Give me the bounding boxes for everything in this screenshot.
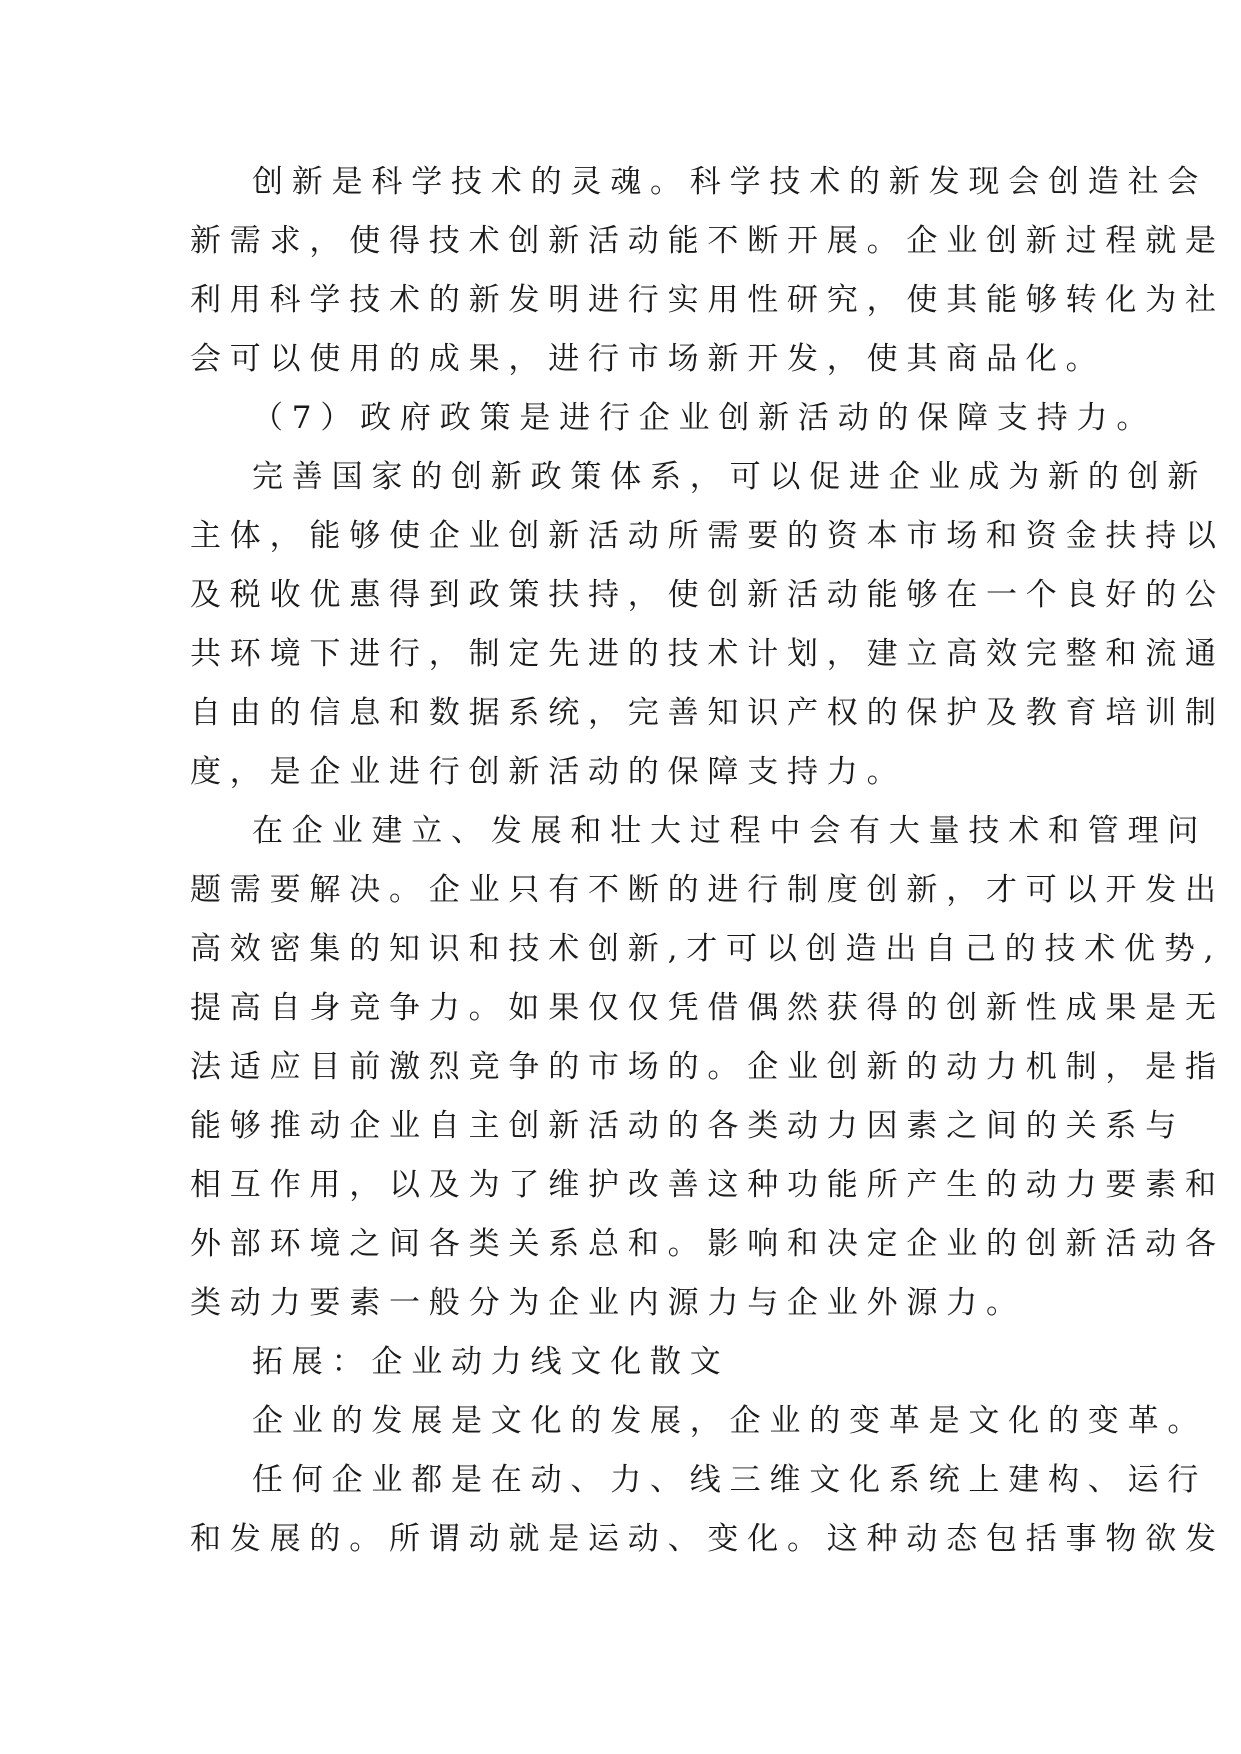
text-line: 类动力要素一般分为企业内源力与企业外源力。: [190, 1285, 1026, 1321]
text-line: 创新是科学技术的灵魂。科学技术的新发现会创造社会: [252, 164, 1208, 200]
text-line: 在企业建立、发展和壮大过程中会有大量技术和管理问: [252, 813, 1208, 849]
text-line: 和发展的。所谓动就是运动、变化。这种动态包括事物欲发: [190, 1521, 1225, 1557]
text-line: 提高自身竞争力。如果仅仅凭借偶然获得的创新性成果是无: [190, 990, 1225, 1026]
text-line: 相互作用，以及为了维护改善这种功能所产生的动力要素和: [190, 1167, 1225, 1203]
text-line: 会可以使用的成果，进行市场新开发，使其商品化。: [190, 341, 1106, 377]
text-line: 及税收优惠得到政策扶持，使创新活动能够在一个良好的公: [190, 577, 1225, 613]
text-line: 度，是企业进行创新活动的保障支持力。: [190, 754, 907, 790]
section-heading: （7）政府政策是进行企业创新活动的保障支持力。: [252, 400, 1157, 436]
text-line: 利用科学技术的新发明进行实用性研究，使其能够转化为社: [190, 282, 1225, 318]
text-line: 高效密集的知识和技术创新,才可以创造出自己的技术优势,: [190, 931, 1223, 967]
text-line: 任何企业都是在动、力、线三维文化系统上建构、运行: [252, 1462, 1208, 1498]
text-line: 能够推动企业自主创新活动的各类动力因素之间的关系与: [190, 1108, 1185, 1144]
text-line: 主体，能够使企业创新活动所需要的资本市场和资金扶持以: [190, 518, 1225, 554]
subheading: 拓展：企业动力线文化散文: [252, 1344, 730, 1380]
text-line: 题需要解决。企业只有不断的进行制度创新，才可以开发出: [190, 872, 1225, 908]
text-line: 法适应目前激烈竞争的市场的。企业创新的动力机制，是指: [190, 1049, 1225, 1085]
text-line: 共环境下进行，制定先进的技术计划，建立高效完整和流通: [190, 636, 1225, 672]
text-line: 外部环境之间各类关系总和。影响和决定企业的创新活动各: [190, 1226, 1225, 1262]
text-line: 新需求，使得技术创新活动能不断开展。企业创新过程就是: [190, 223, 1225, 259]
text-line: 自由的信息和数据系统，完善知识产权的保护及教育培训制: [190, 695, 1225, 731]
text-line: 企业的发展是文化的发展，企业的变革是文化的变革。: [252, 1403, 1208, 1439]
text-line: 完善国家的创新政策体系，可以促进企业成为新的创新: [252, 459, 1208, 495]
